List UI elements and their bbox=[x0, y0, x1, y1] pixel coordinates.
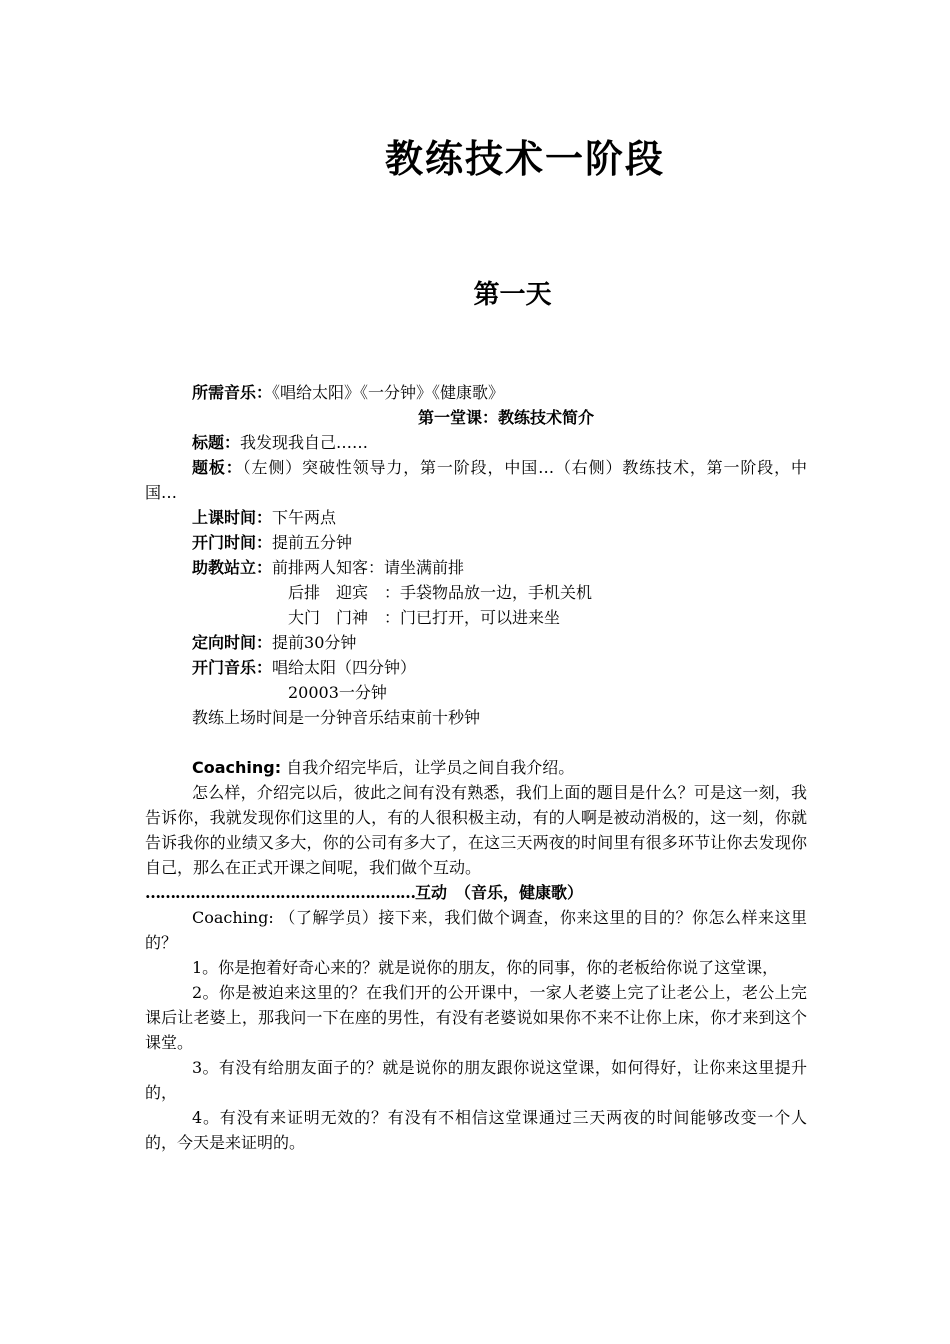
orient-time-label: 定向时间： bbox=[192, 633, 273, 652]
door-music-label: 开门音乐： bbox=[192, 658, 273, 677]
document-title: 教练技术一阶段 bbox=[384, 137, 665, 181]
coaching-label: Coaching: bbox=[192, 758, 282, 777]
class-time-line bbox=[145, 505, 807, 530]
topic-line bbox=[145, 430, 807, 455]
list-item: 2。你是被迫来这里的？在我们开的公开课中，一家人老婆上完了让老公上，老公上完课后让老婆上，那我问一下在座的男性，有没有老婆说如果你不来不让你上床，你才来到这个课堂。 bbox=[145, 983, 807, 1052]
board-label: 题板： bbox=[192, 458, 243, 477]
orient-time-value: 提前30分钟 bbox=[272, 633, 357, 652]
class-time-label: 上课时间： bbox=[192, 508, 273, 527]
music-label: 所需音乐： bbox=[192, 383, 273, 402]
day-heading: 第一天 bbox=[473, 280, 552, 310]
class-time-value: 下午两点 bbox=[272, 508, 337, 527]
coach-entry-line: 教练上场时间是一分钟音乐结束前十秒钟 bbox=[192, 708, 481, 727]
board-value: （左侧）突破性领导力，第一阶段，中国…（右侧）教练技术，第一阶段，中国… bbox=[145, 458, 807, 502]
door-music-line-1: 唱给太阳（四分钟） bbox=[272, 658, 417, 677]
list-item: 4。有没有来证明无效的？有没有不相信这堂课通过三天两夜的时间能够改变一个人的，今天是来证明的。 bbox=[145, 1108, 807, 1152]
interaction-dots: ……………………………………………… bbox=[145, 883, 415, 902]
assistants-label: 助教站立： bbox=[192, 558, 273, 577]
lesson-heading: 第一堂课：教练技术简介 bbox=[417, 408, 594, 427]
coaching-intro-line bbox=[145, 755, 807, 780]
list-item: 1。你是抱着好奇心来的？就是说你的朋友，你的同事，你的老板给你说了这堂课， bbox=[192, 958, 779, 977]
coaching-intro-value: 自我介绍完毕后，让学员之间自我介绍。 bbox=[281, 758, 575, 777]
door-time-value: 提前五分钟 bbox=[272, 533, 353, 552]
interaction-label: 互动 （音乐，健康歌） bbox=[415, 883, 584, 902]
door-music-line bbox=[145, 655, 807, 680]
topic-value: 我发现我自己…… bbox=[240, 433, 369, 452]
door-time-label: 开门时间： bbox=[192, 533, 273, 552]
door-music-line-2: 20003一分钟 bbox=[288, 683, 387, 702]
assistants-line-2: 后排 迎宾 ：手袋物品放一边，手机关机 bbox=[288, 583, 593, 602]
assistants-line bbox=[145, 555, 807, 580]
list-item: 3。有没有给朋友面子的？就是说你的朋友跟你说这堂课，如何得好，让你来这里提升的， bbox=[145, 1058, 807, 1102]
topic-label: 标题： bbox=[192, 433, 241, 452]
assistants-line-3: 大门 门神 ：门已打开，可以进来坐 bbox=[288, 608, 561, 627]
orient-time-line bbox=[145, 630, 807, 655]
music-value: 《唱给太阳》《一分钟》《健康歌》 bbox=[272, 383, 505, 402]
music-line bbox=[145, 380, 807, 405]
door-time-line bbox=[145, 530, 807, 555]
spacer bbox=[145, 730, 807, 755]
board-line bbox=[145, 455, 807, 505]
coaching-survey-paragraph: Coaching: （了解学员）接下来，我们做个调查，你来这里的目的？你怎么样来这里的？ bbox=[145, 908, 807, 952]
intro-paragraph: 怎么样，介绍完以后，彼此之间有没有熟悉，我们上面的题目是什么？可是这一刻，我告诉你，我就发现你们这里的人，有的人很积极主动，有的人啊是被动消极的，这一刻，你就告诉我你的业绩又多大，你的公司有多大了，在这三天两夜的时间里有很多环节让你去发现你自己，那么在正式开课之间呢，我们做个互动。 bbox=[145, 783, 807, 877]
interaction-line bbox=[145, 880, 807, 905]
document-body bbox=[145, 380, 807, 1155]
assistants-line-1: 前排两人知客：请坐满前排 bbox=[272, 558, 465, 577]
